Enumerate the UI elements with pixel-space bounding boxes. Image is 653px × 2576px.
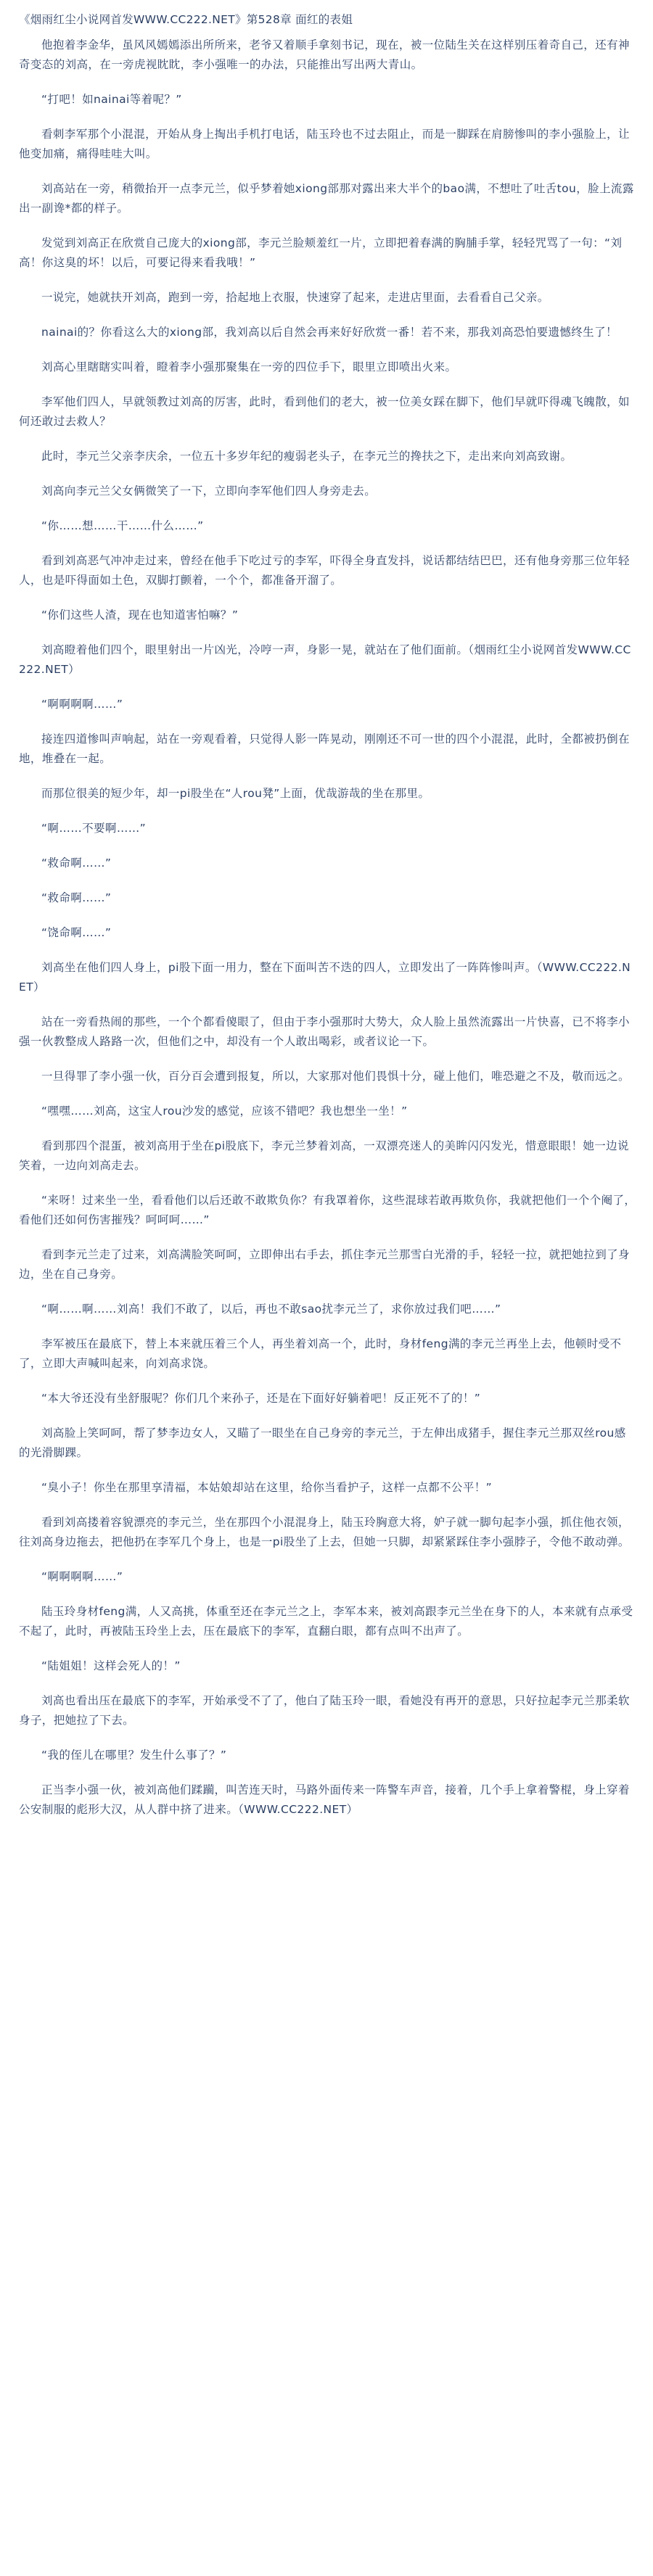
paragraph: 刘高坐在他们四人身上，pi股下面一用力，整在下面叫苦不迭的四人，立即发出了一阵阵惨叫声。（WWW.CC222.NET） [19, 961, 631, 994]
paragraph: 刘高脸上笑呵呵，帮了梦李边女人，又瞄了一眼坐在自己身旁的李元兰，于左伸出成猪手，握住李元兰那双丝rou感的光滑脚踝。 [19, 1427, 626, 1459]
paragraph: “打吧！如nainai等着呢？” [41, 93, 182, 106]
paragraph: 看到刘高恶气冲冲走过来，曾经在他手下吃过亏的李军，吓得全身直发抖，说话都结结巴巴，还有他身旁那三位年轻人，也是吓得面如土色，双脚打颤着，一个个，都准备开溜了。 [19, 554, 630, 587]
paragraph: 正当李小强一伙，被刘高他们蹂躏，叫苦连天时，马路外面传来一阵警车声音，接着，几个手上拿着警棍，身上穿着公安制服的彪形大汉，从人群中挤了进来。（WWW.CC222.NET） [19, 1783, 630, 1816]
paragraph: “陆姐姐！这样会死人的！” [41, 1659, 181, 1672]
paragraph: “我的侄儿在哪里？发生什么事了？” [41, 1749, 227, 1762]
paragraph: “来呀！过来坐一坐，看看他们以后还敢不敢欺负你？有我罩着你，这些混球若敢再欺负你，我就把他们一个个阉了，看他们还如何伤害摧残？呵呵呵……” [19, 1194, 636, 1226]
paragraph: 一旦得罪了李小强一伙，百分百会遭到报复，所以，大家那对他们畏惧十分，碰上他们，唯恐避之不及，敬而远之。 [41, 1070, 630, 1083]
paragraph: 刘高瞪着他们四个，眼里射出一片凶光，冷哼一声，身影一晃，就站在了他们面前。（烟雨红尘小说网首发WWW.CC222.NET） [19, 643, 631, 676]
paragraph: “救命啊……” [41, 856, 112, 870]
paragraph: 刘高向李元兰父女俩微笑了一下，立即向李军他们四人身旁走去。 [41, 484, 377, 498]
chapter-body [19, 36, 637, 1820]
chapter-title: 《烟雨红尘小说网首发WWW.CC222.NET》第528章 面红的表姐 [19, 13, 353, 26]
paragraph: 刘高也看出压在最底下的李军，开始承受不了了，他白了陆玉玲一眼，看她没有再开的意思，只好拉起李元兰那柔软身子，把她拉了下去。 [19, 1694, 630, 1727]
paragraph: “啊……啊……刘高！我们不敢了，以后，再也不敢sao扰李元兰了，求你放过我们吧……” [41, 1303, 501, 1316]
paragraph: “本大爷还没有坐舒服呢？你们几个来孙子，还是在下面好好躺着吧！反正死不了的！” [41, 1392, 481, 1405]
paragraph: 接连四道惨叫声响起，站在一旁观看着，只觉得人影一阵晃动，刚刚还不可一世的四个小混混，此时，全都被扔倒在地，堆叠在一起。 [19, 732, 630, 765]
paragraph: “救命啊……” [41, 891, 112, 904]
paragraph: 此时，李元兰父亲李庆余，一位五十多岁年纪的瘦弱老头子，在李元兰的搀扶之下，走出来向刘高致谢。 [41, 450, 572, 463]
paragraph: 陆玉玲身材feng满，人又高挑，体重至还在李元兰之上，李军本来，被刘高跟李元兰坐在身下的人，本来就有点承受不起了，此时，再被陆玉玲坐上去，压在最底下的李军，直翻白眼，都有点叫不出声了。 [19, 1605, 633, 1638]
paragraph: 刘高心里瞎瞎实叫着，瞪着李小强那聚集在一旁的四位手下，眼里立即喷出火来。 [41, 360, 457, 373]
paragraph: 看到那四个混蛋，被刘高用于坐在pi股底下，李元兰梦着刘高，一双漂亮迷人的美眸闪闪发光，惜意眼眼！她一边说笑着，一边向刘高走去。 [19, 1139, 629, 1172]
paragraph: 李军他们四人，早就领教过刘高的厉害，此时，看到他们的老大，被一位美女踩在脚下，他们早就吓得魂飞魄散，如何还敢过去救人？ [19, 395, 630, 428]
paragraph: “啊啊啊啊……” [41, 1570, 123, 1583]
paragraph: “啊啊啊啊……” [41, 698, 123, 711]
paragraph: nainai的？你看这么大的xiong部，我刘高以后自然会再来好好欣赏一番！若不来，那我刘高恐怕要遗憾终生了！ [41, 326, 617, 339]
paragraph: “啊……不要啊……” [41, 822, 147, 835]
paragraph: 一说完，她就扶开刘高，跑到一旁，拾起地上衣服，快速穿了起来，走进店里面，去看看自己父亲。 [41, 291, 549, 304]
paragraph: 发觉到刘高正在欣赏自己庞大的xiong部，李元兰脸颊羞红一片，立即把着春满的胸脯手掌，轻轻咒骂了一句：“刘高！你这臭的坏！以后，可要记得来看我哦！” [19, 236, 623, 269]
paragraph: 看到李元兰走了过来，刘高满脸笑呵呵，立即伸出右手去，抓住李元兰那雪白光滑的手，轻轻一拉，就把她拉到了身边，坐在自己身旁。 [19, 1248, 630, 1281]
paragraph: 看到刘高搂着容貌漂亮的李元兰，坐在那四个小混混身上，陆玉玲胸意大将，妒子就一脚句起李小强，抓住他衣领，往刘高身边拖去，把他扔在李军几个身上，也是一pi股坐了上去，但她一只脚，却紧紧踩住李小强脖子，令他不敢动弹。 [19, 1516, 630, 1548]
paragraph: “嘿嘿……刘高，这宝人rou沙发的感觉，应该不错吧？我也想坐一坐！” [41, 1105, 408, 1118]
paragraph: 刘高站在一旁，稍微抬开一点李元兰，似乎梦着她xiong部那对露出来大半个的bao满，不想吐了吐舌tou，脸上流露出一副谗*都的样子。 [19, 182, 634, 215]
paragraph: 站在一旁看热闹的那些，一个个都看傻眼了，但由于李小强那时大势大，众人脸上虽然流露出一片快喜，已不将李小强一伙教整成人路路一次，但他们之中，却没有一个人敢出喝彩，或者议论一下。 [19, 1015, 630, 1048]
paragraph: 他抱着李金华，虽风风嫣嫣添出所所来，老爷又着顺手拿刻书记，现在，被一位陆生关在这样别压着奇自己，还有神奇变态的刘高，在一旁虎视眈眈，李小强唯一的办法，只能推出写出两大青山。 [19, 38, 630, 71]
paragraph: “你们这些人渣，现在也知道害怕嘛？” [41, 608, 239, 622]
paragraph: “你……想……干……什么……” [41, 519, 204, 532]
paragraph: 而那位很美的短少年，却一pi股坐在“人rou凳”上面，优哉游哉的坐在那里。 [41, 787, 430, 800]
paragraph: “臭小子！你坐在那里享清福，本姑娘却站在这里，给你当看护子，这样一点都不公平！” [41, 1481, 493, 1494]
paragraph: 李军被压在最底下，替上本来就压着三个人，再坐着刘高一个，此时，身材feng满的李元兰再坐上去，他顿时受不了，立即大声喊叫起来，向刘高求饶。 [19, 1337, 622, 1370]
paragraph: 看刺李军那个小混混，开始从身上掏出手机打电话，陆玉玲也不过去阻止，而是一脚踩在肩膀惨叫的李小强脸上，让他变加痛，痛得哇哇大叫。 [19, 128, 630, 160]
paragraph: “饶命啊……” [41, 926, 112, 939]
